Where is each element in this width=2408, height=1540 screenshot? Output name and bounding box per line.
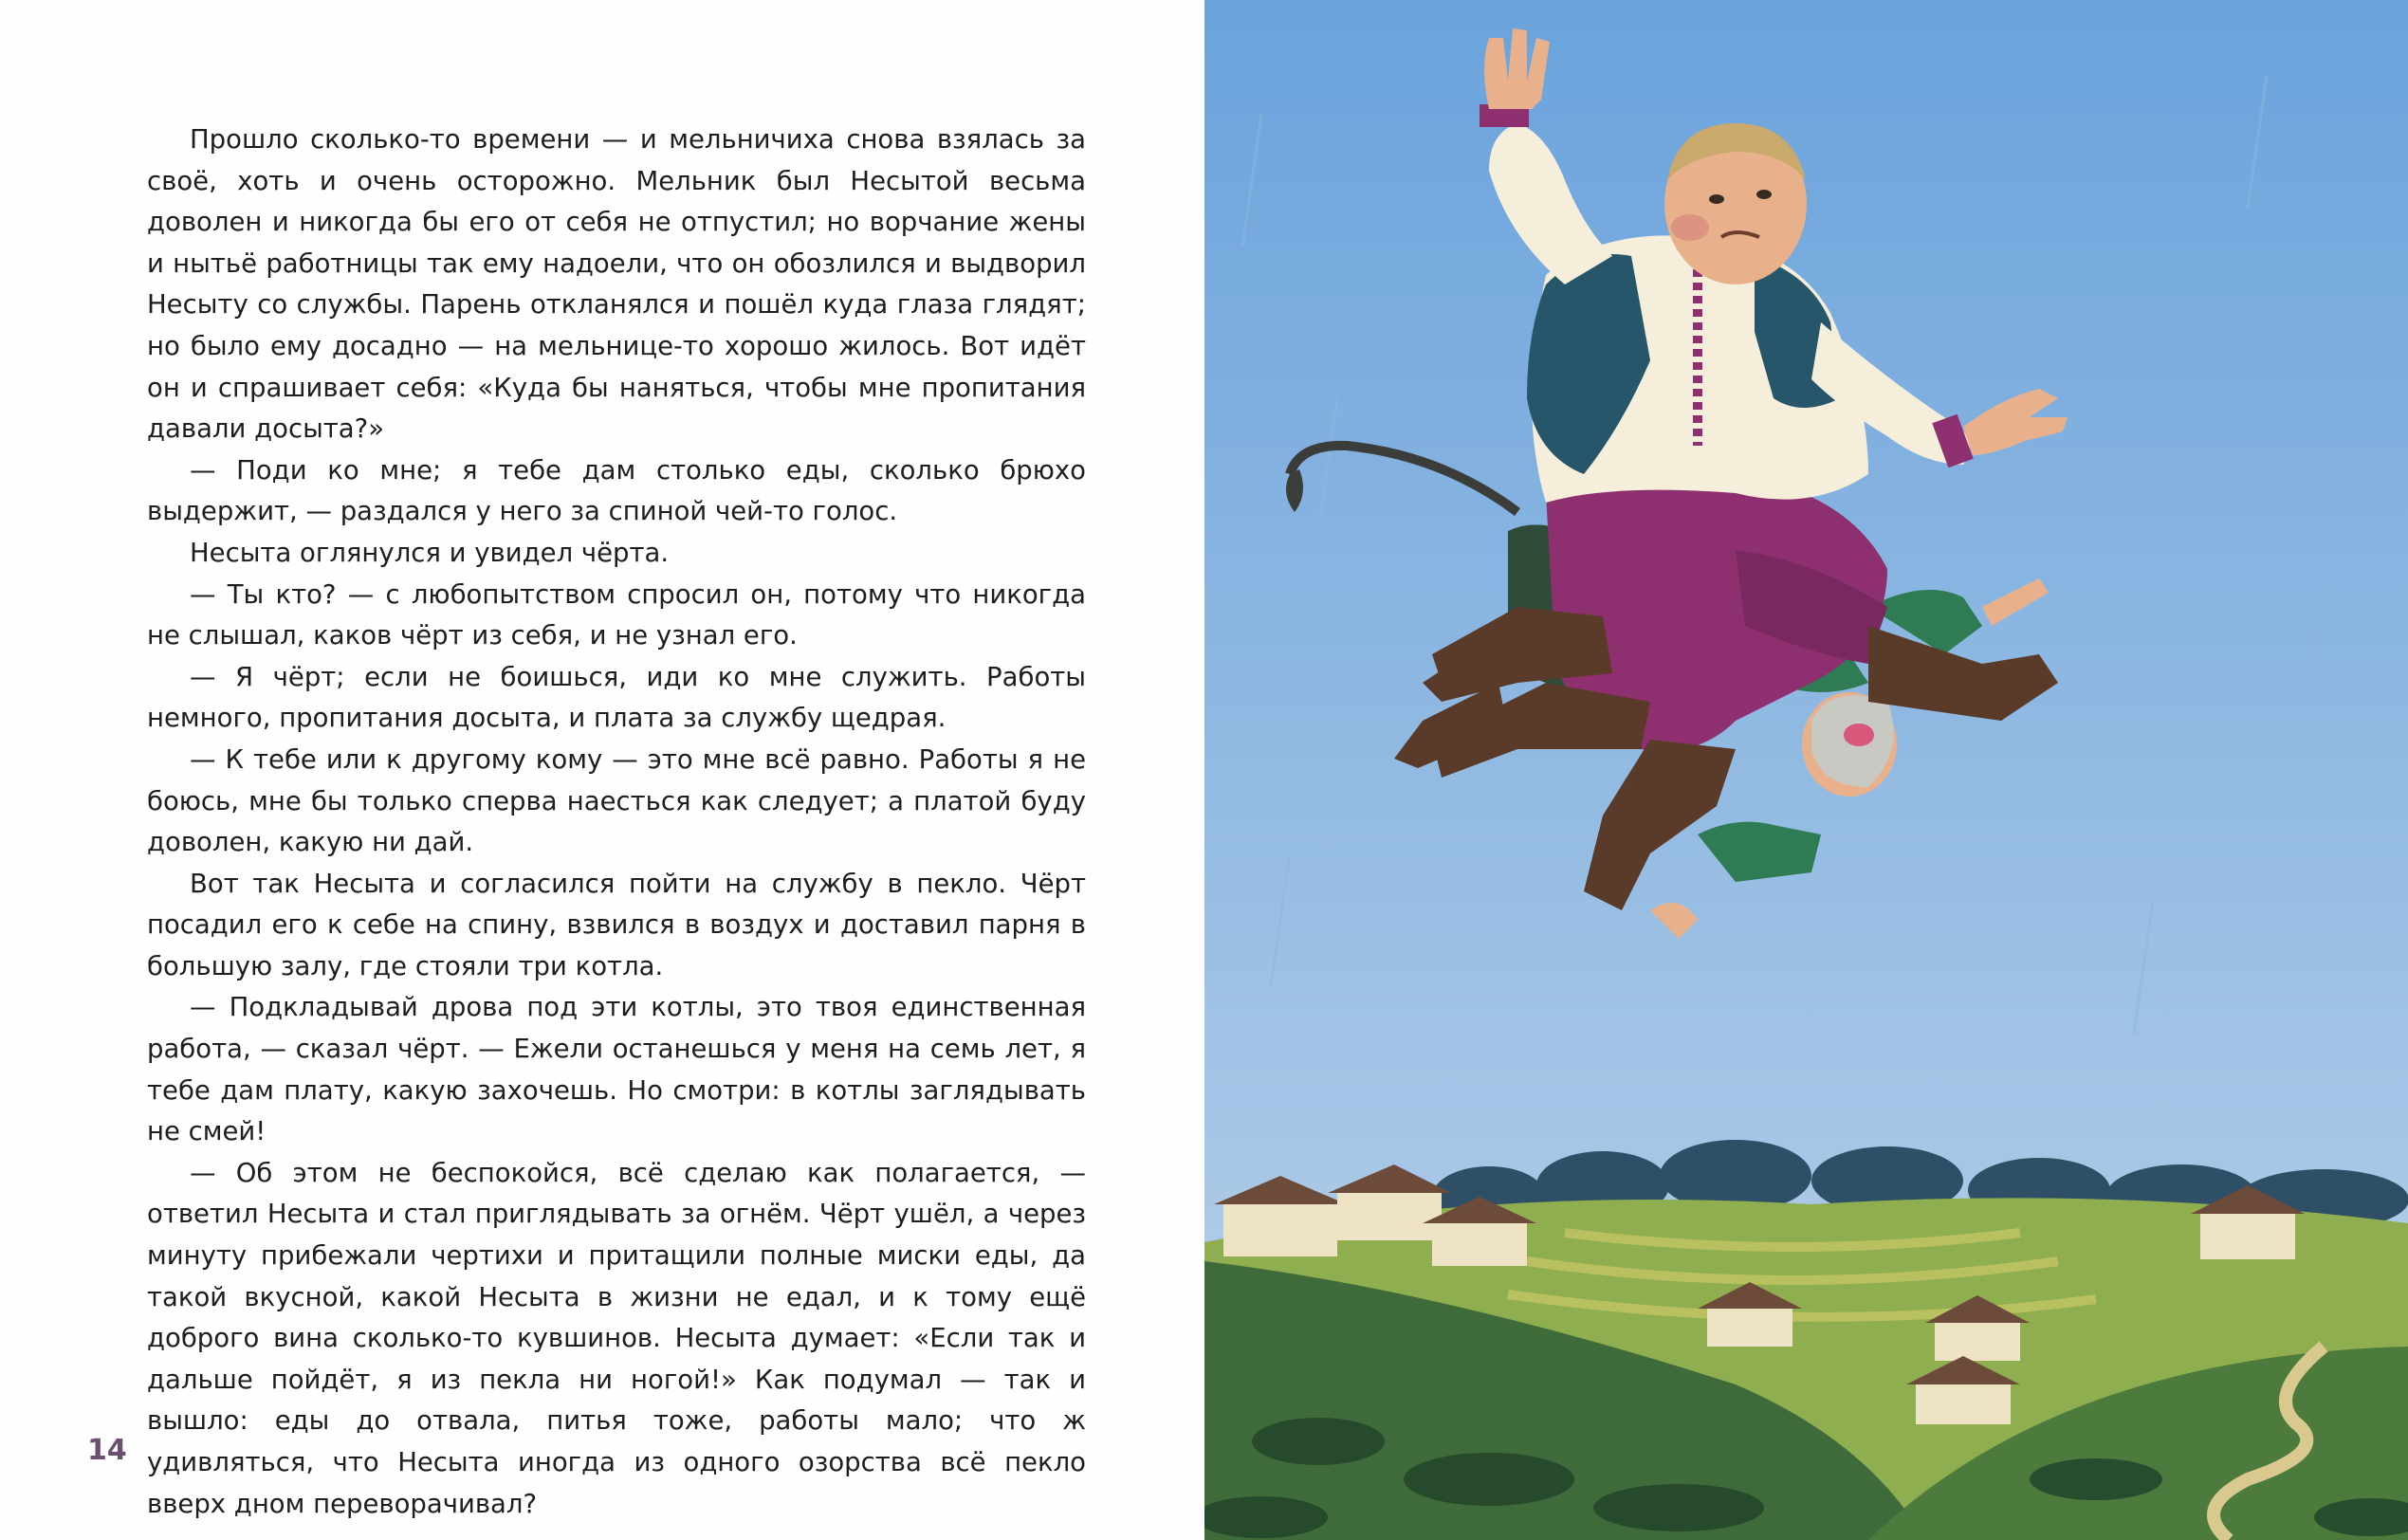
paragraph-2: — Поди ко мне; я тебе дам столько еды, сколько брюхо выдержит, — раздался у него за спиной чей-то голос.	[147, 454, 1086, 527]
story-text	[147, 119, 1086, 1525]
paragraph-6: — К тебе или к другому кому — это мне всё равно. Работы я не боюсь, мне бы только сперва наесться как следует; а платой буду доволен, какую ни дай.	[147, 743, 1086, 858]
paragraph-7: Вот так Несыта и согласился пойти на службу в пекло. Чёрт посадил его к себе на спину, взвился в воздух и доставил парня в большую залу, где стояли три котла.	[147, 868, 1086, 981]
paragraph-1: Прошло сколько-то времени — и мельничиха снова взялась за своё, хоть и очень осторожно. Мельник был Несытой весьма доволен и никогда бы его от себя не отпустил; но ворчание жены и нытьё работницы так ему надоели, что он обозлился и выдворил Несыту со службы. Парень откланялся и пошёл куда глаза глядят; но было ему досадно — на мельнице-то хорошо жилось. Вот идёт он и спрашивает себя: «Куда бы наняться, чтобы мне пропитания давали досыта?»	[147, 124, 1086, 445]
page-number: 14	[87, 1434, 127, 1467]
raised-hand	[1484, 28, 1550, 109]
paragraph-9: — Об этом не беспокойся, всё сделаю как полагается, — ответил Несыта и стал приглядывать за огнём. Чёрт ушёл, а через минуту прибежали чертихи и притащили полные миски еды, да такой вкусной, какой Несыта в жизни не едал, и к тому ещё доброго вина сколько-то кувшинов. Несыта думает: «Если так и дальше пойдёт, я из пекла ни ногой!» Как подумал — так и вышло: еды до отвала, питья тоже, работы мало; что ж удивляться, что Несыта иногда из одного озорства всё пекло вверх дном переворачивал?	[147, 1157, 1086, 1519]
paragraph-3: Несыта оглянулся и увидел чёрта.	[190, 537, 670, 568]
illustration	[1204, 0, 2408, 1540]
paragraph-5: — Я чёрт; если не боишься, иди ко мне служить. Работы немного, пропитания досыта, и плата за службу щедрая.	[147, 661, 1086, 734]
paragraph-4: — Ты кто? — с любопытством спросил он, потому что никогда не слышал, каков чёрт из себя, и не узнал его.	[147, 578, 1086, 651]
illustration-page	[1204, 0, 2408, 1540]
paragraph-8: — Подкладывай дрова под эти котлы, это твоя единственная работа, — сказал чёрт. — Ежели останешься у меня на семь лет, я тебе дам плату, какую захочешь. Но смотри: в котлы заглядывать не смей!	[147, 992, 1086, 1147]
